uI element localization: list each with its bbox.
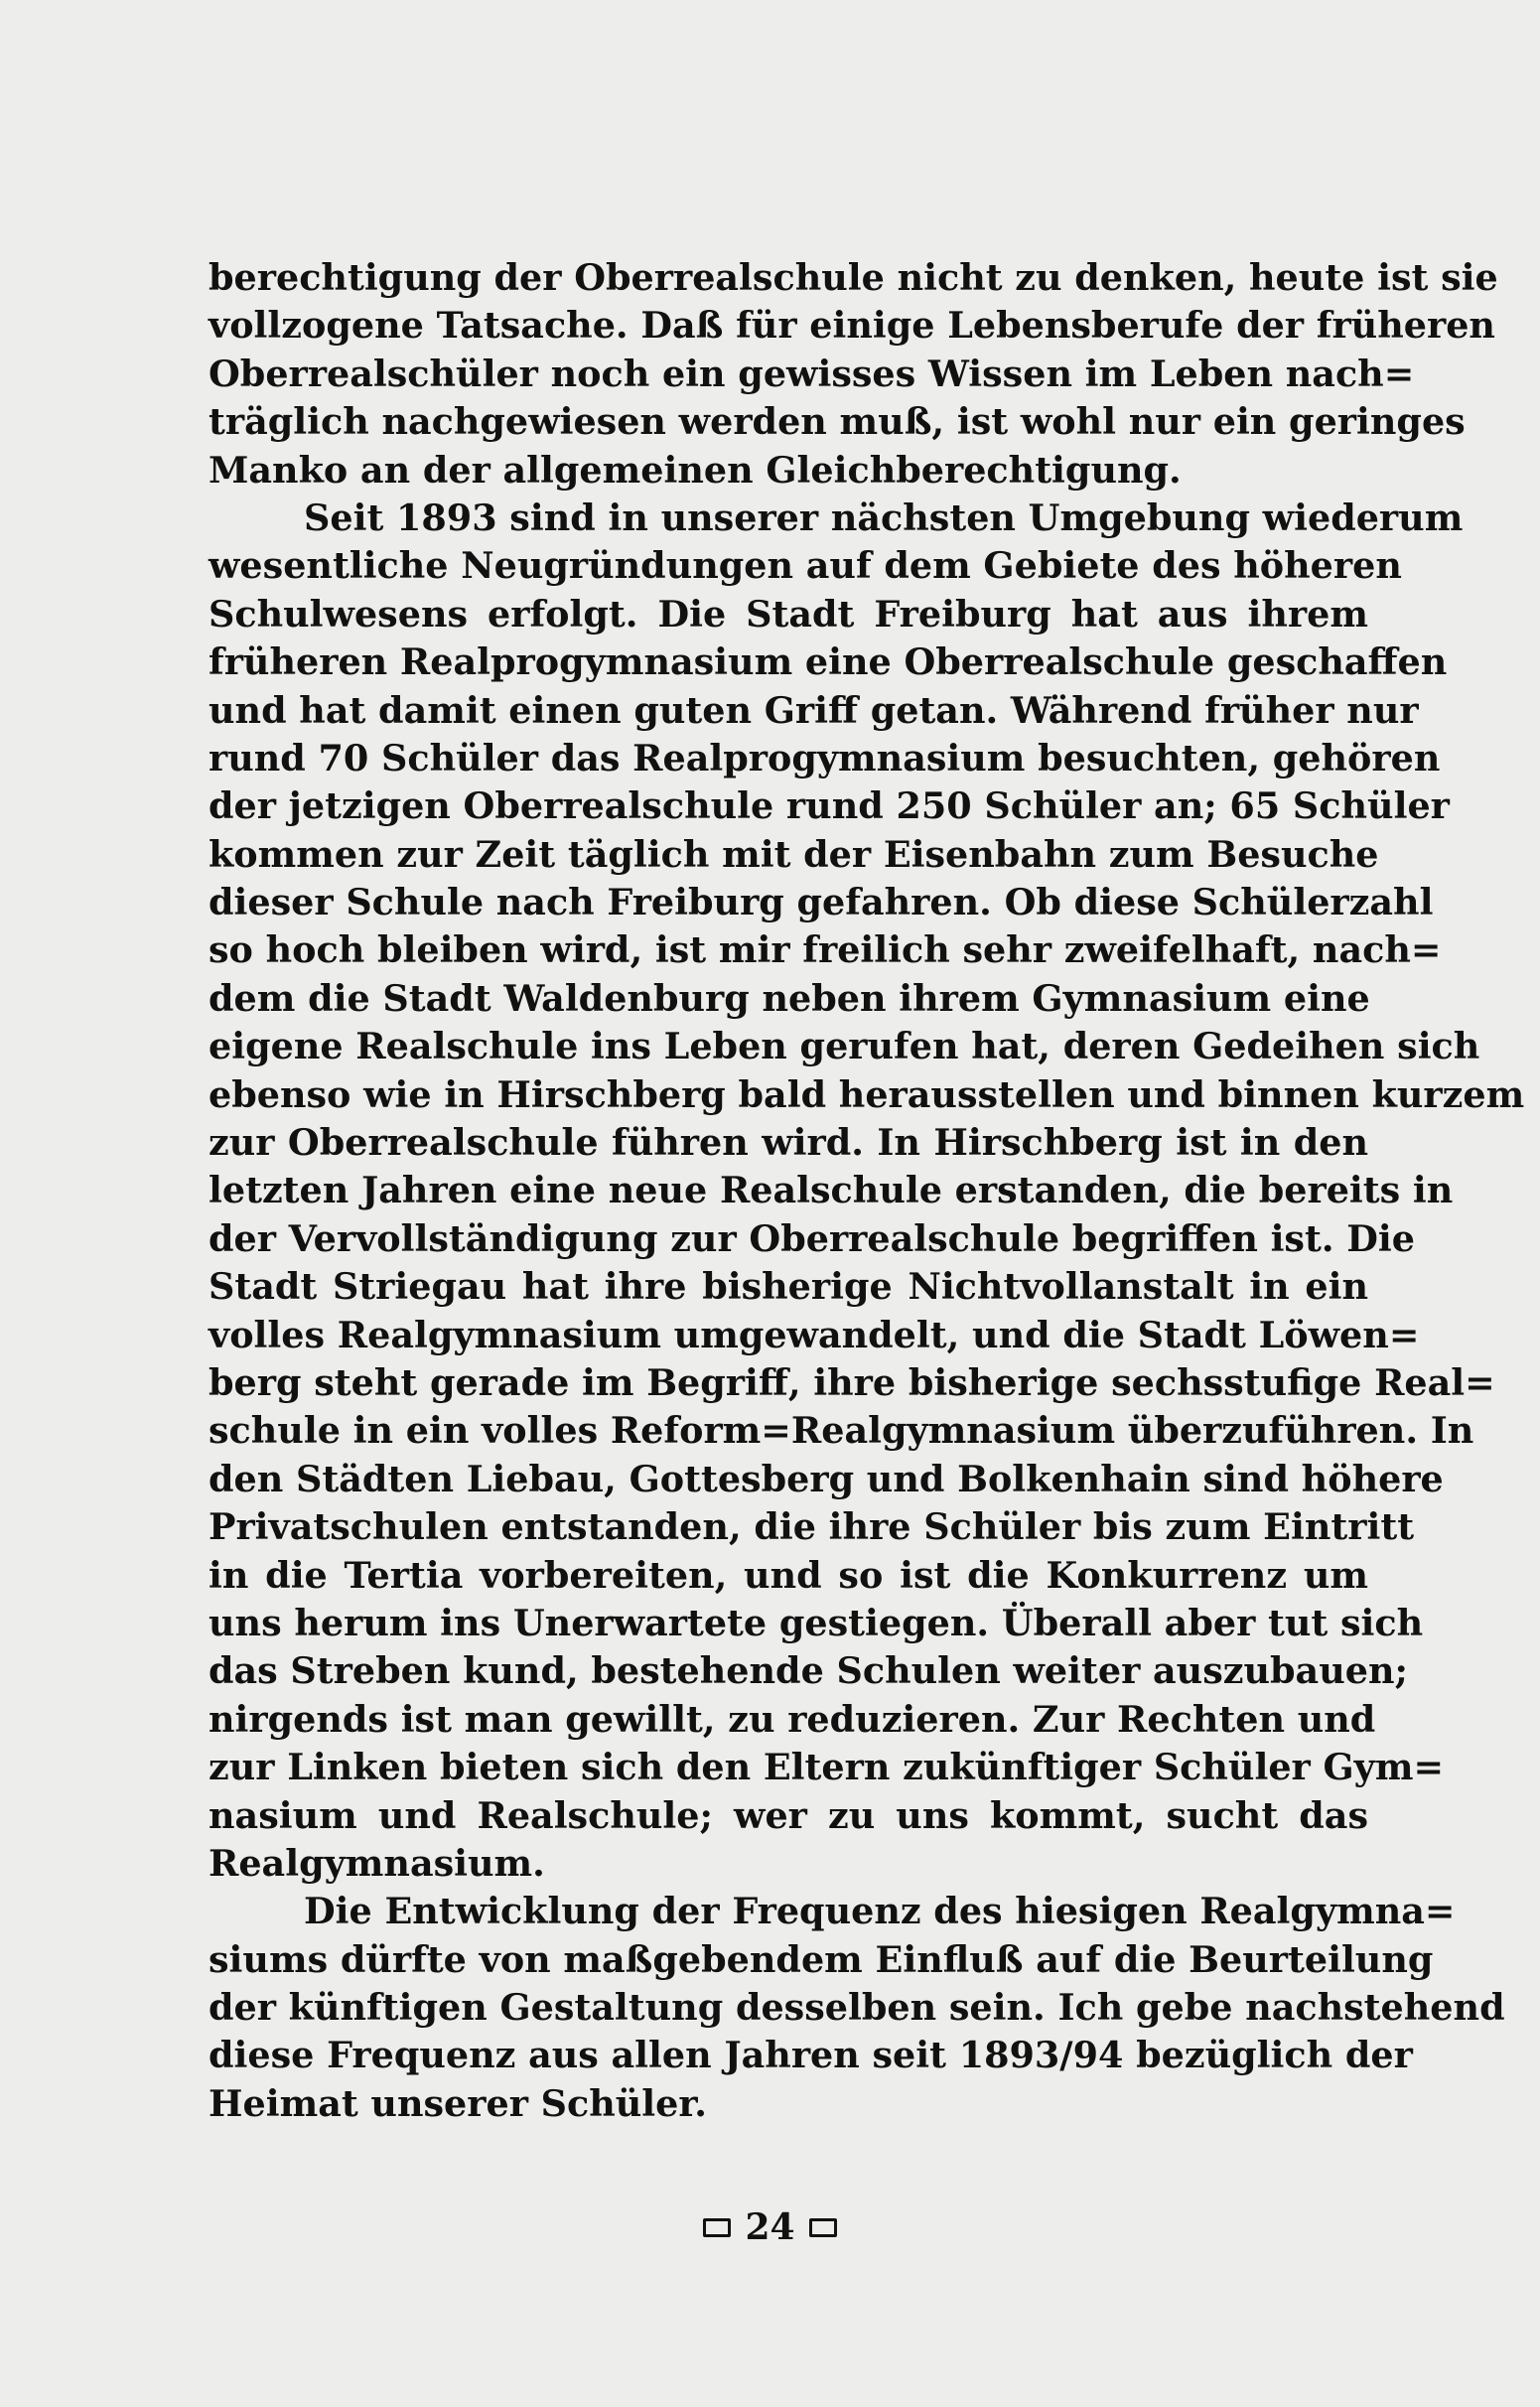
- text-line: in die Tertia vorbereiten, und so ist die Konkurrenz um: [209, 1553, 1368, 1597]
- text-line: Manko an der allgemeinen Gleichberechtigung.: [209, 448, 1182, 492]
- text-line: Privatschulen entstanden, die ihre Schüler bis zum Eintritt: [209, 1505, 1415, 1549]
- text-line: den Städten Liebau, Gottesberg und Bolkenhain sind höhere: [209, 1457, 1444, 1500]
- text-line: Stadt Striegau hat ihre bisherige Nichtvollanstalt in ein: [209, 1265, 1368, 1309]
- text-line: ebenso wie in Hirschberg bald herausstellen und binnen kurzem: [209, 1072, 1525, 1116]
- text-line: der künftigen Gestaltung desselben sein. Ich gebe nachstehend: [209, 1986, 1505, 2030]
- text-line: Oberrealschüler noch ein gewisses Wissen im Leben nach=: [209, 352, 1415, 395]
- text-line: siums dürfte von maßgebendem Einfluß auf die Beurteilung: [209, 1937, 1434, 1981]
- text-line: volles Realgymnasium umgewandelt, und die Stadt Löwen=: [209, 1313, 1420, 1356]
- text-line: das Streben kund, bestehende Schulen weiter auszubauen;: [209, 1649, 1408, 1693]
- page-footer: [0, 2206, 1540, 2248]
- text-line: dieser Schule nach Freiburg gefahren. Ob diese Schülerzahl: [209, 881, 1434, 924]
- text-line: eigene Realschule ins Leben gerufen hat, deren Gedeihen sich: [209, 1025, 1480, 1068]
- page-number: 24: [745, 2206, 795, 2248]
- text-line: träglich nachgewiesen werden muß, ist wohl nur ein geringes: [209, 400, 1466, 444]
- box-ornament-icon: [809, 2218, 837, 2237]
- text-line: so hoch bleiben wird, ist mir freilich sehr zweifelhaft, nach=: [209, 928, 1442, 972]
- text-line: berg steht gerade im Begriff, ihre bisherige sechsstufige Real=: [209, 1360, 1495, 1404]
- text-line: dem die Stadt Waldenburg neben ihrem Gymnasium eine: [209, 976, 1370, 1020]
- text-line: und hat damit einen guten Griff getan. Während früher nur: [209, 688, 1419, 732]
- text-line: letzten Jahren eine neue Realschule erstanden, die bereits in: [209, 1169, 1454, 1212]
- text-line: der Vervollständigung zur Oberrealschule begriffen ist. Die: [209, 1216, 1415, 1260]
- text-line: rund 70 Schüler das Realprogymnasium besuchten, gehören: [209, 736, 1441, 779]
- text-line: uns herum ins Unerwartete gestiegen. Überall aber tut sich: [209, 1601, 1424, 1644]
- text-line: Heimat unserer Schüler.: [209, 2081, 707, 2125]
- text-line: nasium und Realschule; wer zu uns kommt, sucht das: [209, 1793, 1368, 1837]
- text-line: Seit 1893 sind in unserer nächsten Umgebung wiederum: [304, 496, 1464, 539]
- text-line: schule in ein volles Reform=Realgymnasium überzuführen. In: [209, 1409, 1474, 1453]
- text-line: vollzogene Tatsache. Daß für einige Lebensberufe der früheren: [209, 304, 1495, 348]
- text-line: wesentliche Neugründungen auf dem Gebiete des höheren: [209, 544, 1402, 588]
- text-line: nirgends ist man gewillt, zu reduzieren. Zur Rechten und: [209, 1697, 1376, 1741]
- text-line: Realgymnasium.: [209, 1841, 545, 1885]
- box-ornament-icon: [703, 2218, 731, 2237]
- text-line: diese Frequenz aus allen Jahren seit 1893/94 bezüglich der: [209, 2034, 1413, 2077]
- text-line: der jetzigen Oberrealschule rund 250 Schüler an; 65 Schüler: [209, 784, 1450, 828]
- text-line: kommen zur Zeit täglich mit der Eisenbahn zum Besuche: [209, 832, 1379, 876]
- text-line: Die Entwicklung der Frequenz des hiesigen Realgymna=: [304, 1890, 1456, 1933]
- text-line: Schulwesens erfolgt. Die Stadt Freiburg hat aus ihrem: [209, 592, 1368, 636]
- text-line: zur Linken bieten sich den Eltern zukünftiger Schüler Gym=: [209, 1746, 1445, 1789]
- text-line: früheren Realprogymnasium eine Oberrealschule geschaffen: [209, 640, 1448, 684]
- text-line: berechtigung der Oberrealschule nicht zu denken, heute ist sie: [209, 256, 1498, 299]
- body-text: [209, 254, 1525, 2128]
- text-line: zur Oberrealschule führen wird. In Hirschberg ist in den: [209, 1121, 1368, 1165]
